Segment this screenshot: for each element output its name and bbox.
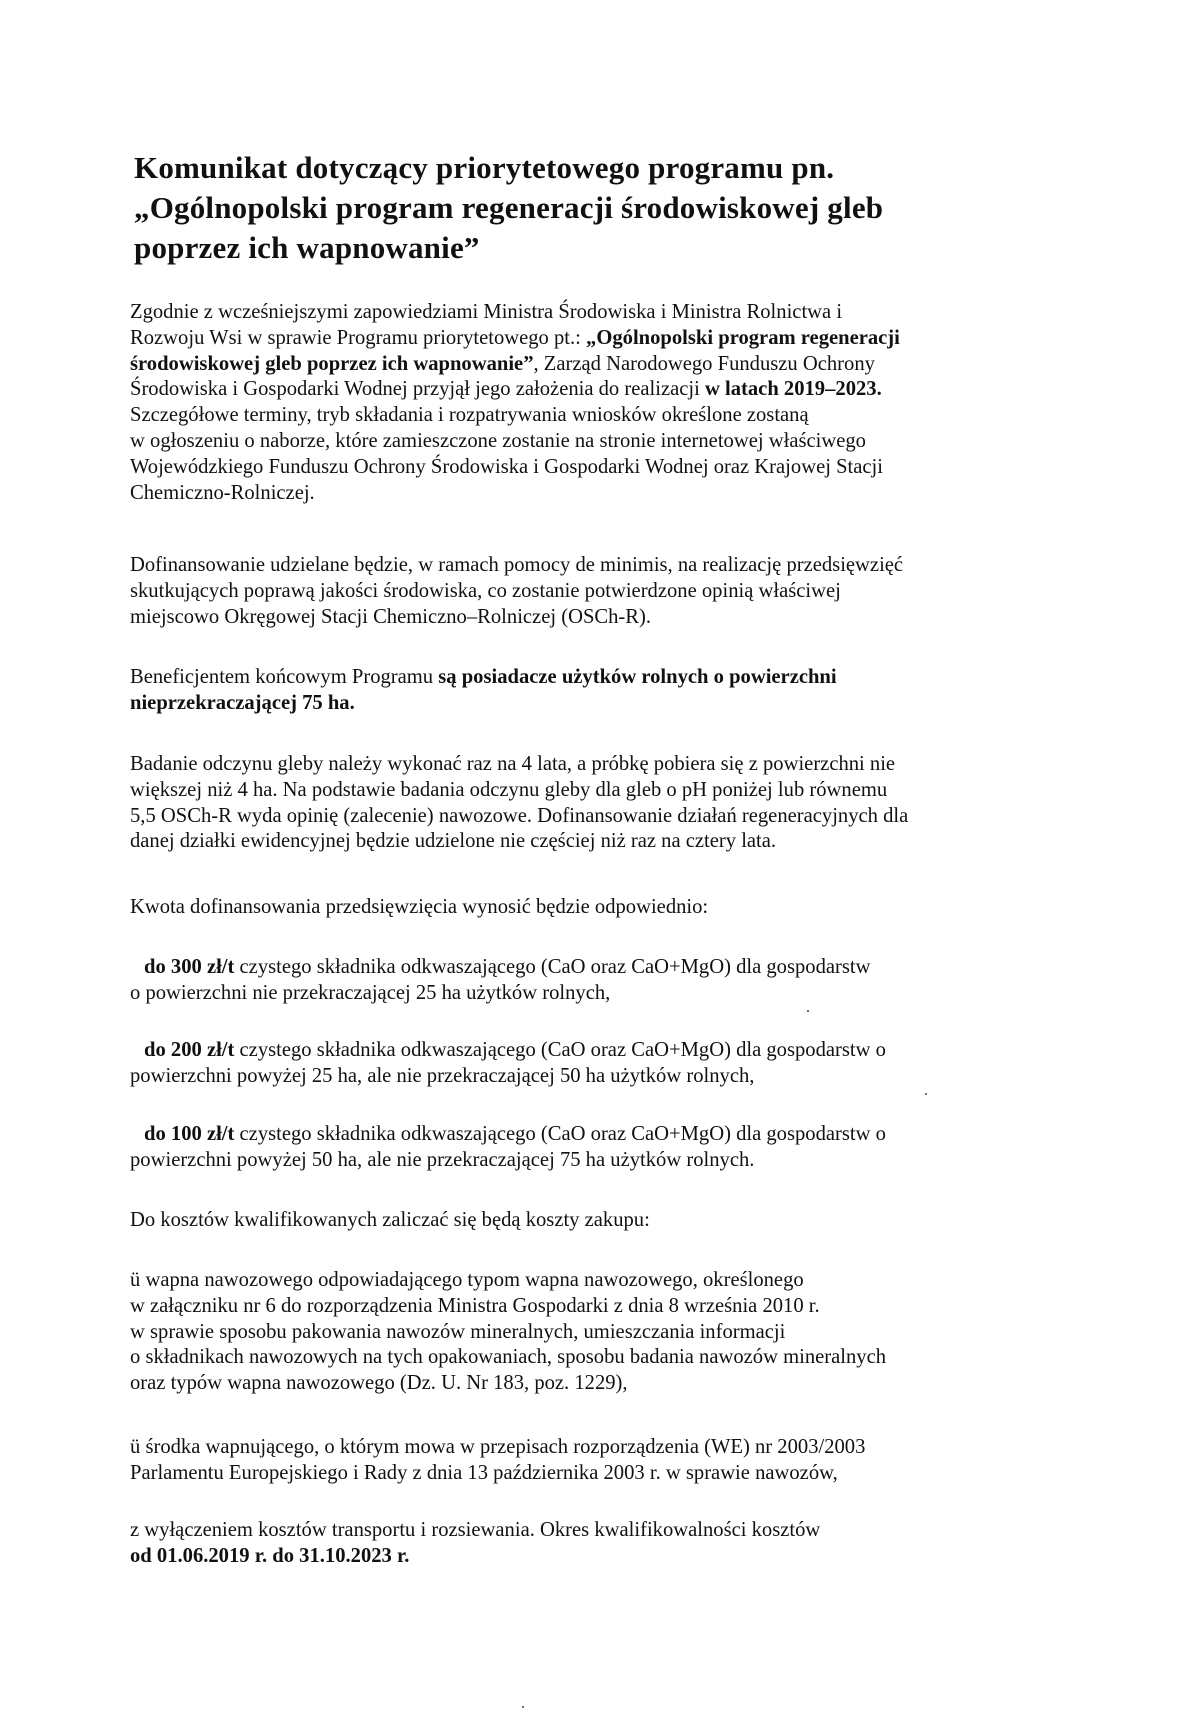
funding-paragraph bbox=[130, 553, 1090, 630]
intro-line-1: Zgodnie z wcześniejszymi zapowiedziami Ministra Środowiska i Ministra Rolnictwa i bbox=[130, 301, 843, 323]
beneficiary-bold-1: są posiadacze użytków rolnych o powierzchni bbox=[438, 666, 837, 688]
intro-line-2 bbox=[130, 326, 1090, 352]
funding-line-3: miejscowo Okręgowej Stacji Chemiczno–Rolniczej (OSCh-R). bbox=[130, 605, 652, 628]
rate-300 bbox=[130, 955, 1090, 1007]
rate-200-amount: do 200 zł/t bbox=[144, 1039, 235, 1061]
rate-100-line-2: powierzchni powyżej 50 ha, ale nie przekraczającej 75 ha użytków rolnych. bbox=[130, 1148, 755, 1171]
closing-line-2 bbox=[130, 1544, 1090, 1570]
cost-item-lime-line-2: w załączniku nr 6 do rozporządzenia Ministra Gospodarki z dnia 8 września 2010 r. bbox=[130, 1294, 820, 1317]
rate-200-line-2: powierzchni powyżej 25 ha, ale nie przekraczającej 50 ha użytków rolnych, bbox=[130, 1064, 755, 1087]
checkmark-bullet-icon: ü bbox=[130, 1436, 141, 1458]
intro-paragraph bbox=[130, 300, 1090, 506]
rate-300-amount: do 300 zł/t bbox=[144, 956, 235, 978]
beneficiary-bold-2: nieprzekraczającej 75 ha. bbox=[130, 691, 355, 714]
intro-line-7: Wojewódzkiego Funduszu Ochrony Środowiska i Gospodarki Wodnej oraz Krajowej Stacji bbox=[130, 455, 883, 478]
cost-item-lime-line-1 bbox=[130, 1268, 1090, 1294]
document-title bbox=[134, 148, 1094, 268]
rate-200 bbox=[130, 1038, 1090, 1090]
scan-speck bbox=[925, 1093, 927, 1095]
funding-line-2: skutkujących poprawą jakości środowiska, co zostanie potwierdzone opinią właściwej bbox=[130, 579, 841, 602]
beneficiary-paragraph bbox=[130, 665, 1090, 717]
beneficiary-line-1 bbox=[130, 665, 1090, 691]
cost-item-lime-text: wapna nawozowego odpowiadającego typom wapna nawozowego, określonego bbox=[140, 1269, 804, 1291]
intro-line-5: Szczegółowe terminy, tryb składania i rozpatrywania wniosków określone zostaną bbox=[130, 404, 809, 427]
beneficiary-line-2 bbox=[130, 691, 1090, 717]
cost-item-lime-line-3: w sprawie sposobu pakowania nawozów mineralnych, umieszczania informacji bbox=[130, 1320, 786, 1343]
amount-intro-line: Kwota dofinansowania przedsięwzięcia wynosić będzie odpowiednio: bbox=[130, 896, 709, 918]
cost-item-lime-line-5: oraz typów wapna nawozowego (Dz. U. Nr 183, poz. 1229), bbox=[130, 1372, 628, 1395]
intro-line-4 bbox=[130, 377, 1090, 403]
rate-200-text: czystego składnika odkwaszającego (CaO oraz CaO+MgO) dla gospodarstw o bbox=[234, 1039, 886, 1061]
cost-item-lime-line-4: o składnikach nawozowych na tych opakowaniach, sposobu badania nawozów mineralnych bbox=[130, 1346, 887, 1369]
rate-100-text: czystego składnika odkwaszającego (CaO oraz CaO+MgO) dla gospodarstw o bbox=[234, 1123, 886, 1145]
scan-speck bbox=[807, 1010, 809, 1012]
funding-line-1: Dofinansowanie udzielane będzie, w ramach pomocy de minimis, na realizację przedsięwzięć bbox=[130, 554, 904, 576]
intro-line-6: w ogłoszeniu o naborze, które zamieszczone zostanie na stronie internetowej właściwego bbox=[130, 429, 866, 452]
eligible-costs-line: Do kosztów kwalifikowanych zaliczać się będą koszty zakupu: bbox=[130, 1209, 650, 1231]
title-line-1: Komunikat dotyczący priorytetowego programu pn. bbox=[134, 150, 835, 185]
cost-item-agent-line-1 bbox=[130, 1435, 1090, 1461]
soil-test-line-2: większej niż 4 ha. Na podstawie badania odczynu gleby dla gleb o pH poniżej lub równemu bbox=[130, 778, 888, 801]
rate-100-amount: do 100 zł/t bbox=[144, 1123, 235, 1145]
program-name-part-2: środowiskowej gleb poprzez ich wapnowanie” bbox=[130, 352, 534, 375]
rate-300-text: czystego składnika odkwaszającego (CaO oraz CaO+MgO) dla gospodarstw bbox=[234, 956, 871, 978]
soil-test-paragraph bbox=[130, 752, 1090, 855]
cost-item-liming-agent bbox=[130, 1435, 1090, 1487]
closing-line-1: z wyłączeniem kosztów transportu i rozsiewania. Okres kwalifikowalności kosztów bbox=[130, 1519, 821, 1541]
intro-line-3 bbox=[130, 352, 1090, 378]
program-name-part-1: „Ogólnopolski program regeneracji bbox=[586, 326, 900, 349]
scan-speck bbox=[522, 1706, 524, 1708]
intro-line-2-text: Rozwoju Wsi w sprawie Programu priorytetowego pt.: bbox=[130, 326, 587, 349]
title-line-2: „Ogólnopolski program regeneracji środowiskowej gleb bbox=[134, 190, 884, 225]
amount-intro bbox=[130, 895, 1090, 921]
title-line-3: poprzez ich wapnowanie” bbox=[134, 230, 480, 265]
closing-paragraph bbox=[130, 1518, 1090, 1570]
beneficiary-text: Beneficjentem końcowym Programu bbox=[130, 666, 439, 688]
soil-test-line-1: Badanie odczynu gleby należy wykonać raz na 4 lata, a próbkę pobiera się z powierzchni nie bbox=[130, 753, 896, 775]
cost-item-lime bbox=[130, 1268, 1090, 1397]
soil-test-line-4: danej działki ewidencyjnej będzie udzielone nie częściej niż raz na cztery lata. bbox=[130, 830, 777, 853]
intro-line-8: Chemiczno-Rolniczej. bbox=[130, 481, 315, 504]
rate-200-line-1 bbox=[130, 1038, 1090, 1064]
intro-line-4-text: Środowiska i Gospodarki Wodnej przyjął jego założenia do realizacji bbox=[130, 378, 705, 401]
eligible-costs-intro bbox=[130, 1208, 1090, 1234]
program-years: w latach 2019–2023. bbox=[704, 378, 882, 401]
rate-100-line-1 bbox=[130, 1122, 1090, 1148]
checkmark-bullet-icon: ü bbox=[130, 1269, 141, 1291]
soil-test-line-3: 5,5 OSCh-R wyda opinię (zalecenie) nawozowe. Dofinansowanie działań regeneracyjnych dla bbox=[130, 804, 909, 827]
rate-100 bbox=[130, 1122, 1090, 1174]
cost-item-agent-line-2: Parlamentu Europejskiego i Rady z dnia 13 października 2003 r. w sprawie nawozów, bbox=[130, 1461, 838, 1484]
rate-300-line-2: o powierzchni nie przekraczającej 25 ha użytków rolnych, bbox=[130, 981, 611, 1004]
intro-line-3-text: , Zarząd Narodowego Funduszu Ochrony bbox=[533, 352, 875, 375]
eligibility-period: od 01.06.2019 r. do 31.10.2023 r. bbox=[130, 1544, 410, 1567]
rate-300-line-1 bbox=[130, 955, 1090, 981]
cost-item-agent-text: środka wapnującego, o którym mowa w przepisach rozporządzenia (WE) nr 2003/2003 bbox=[140, 1436, 866, 1458]
